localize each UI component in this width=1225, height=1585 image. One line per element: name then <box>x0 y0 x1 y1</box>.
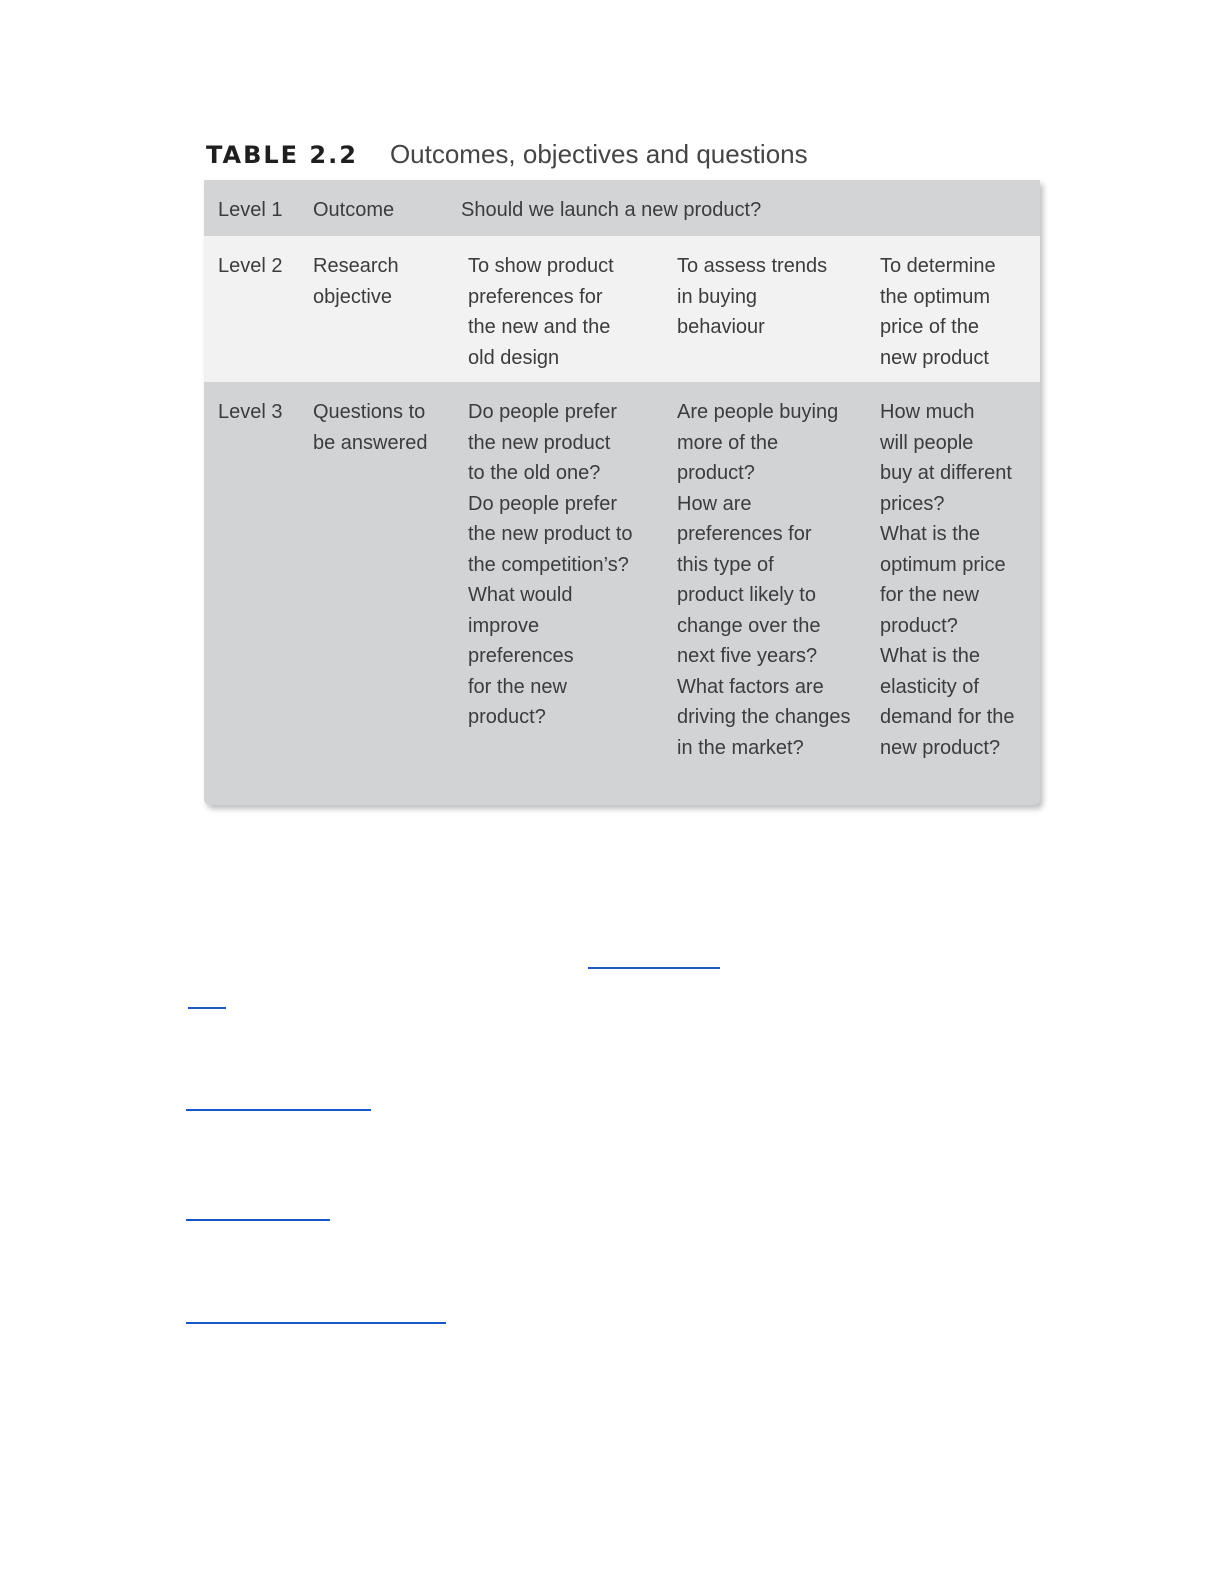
questions-cell-trends: Are people buying more of the product? How are preferences for this type of product likely to change over the next five years? What factors are driving the changes in the market? <box>677 401 851 759</box>
table-number: TABLE 2.2 <box>206 141 358 169</box>
table-body <box>204 180 1040 805</box>
table-caption <box>206 139 808 170</box>
row-category-label: Outcome <box>313 199 395 221</box>
table-title: Outcomes, objectives and questions <box>389 139 808 169</box>
table-figure <box>190 125 1065 830</box>
link-underline-3[interactable] <box>186 1109 371 1111</box>
table-row-level-1 <box>204 180 1040 236</box>
row-level-label: Level 3 <box>218 401 283 423</box>
objective-cell-trends: To assess trends in buying behaviour <box>677 255 828 338</box>
table-row-level-3 <box>204 382 1040 805</box>
link-underline-2[interactable] <box>188 1007 226 1009</box>
outcome-cell: Should we launch a new product? <box>461 199 762 221</box>
row-level-label: Level 1 <box>218 199 283 221</box>
row-level-label: Level 2 <box>218 255 283 277</box>
table-row-level-2 <box>204 236 1040 382</box>
link-underline-5[interactable] <box>186 1322 446 1324</box>
questions-cell-preferences: Do people prefer the new product to the old one? Do people prefer the new product to the competition’s? What would improve preferences for the new product? <box>468 401 633 728</box>
link-underline-4[interactable] <box>186 1219 330 1221</box>
questions-cell-price: How much will people buy at different prices? What is the optimum price for the new product? What is the elasticity of demand for the new product? <box>880 401 1015 759</box>
link-underline-1[interactable] <box>588 967 720 969</box>
objective-cell-preferences: To show product preferences for the new and the old design <box>468 255 614 369</box>
row-category-label: Research objective <box>313 255 399 308</box>
objective-cell-price: To determine the optimum price of the new product <box>880 255 996 369</box>
row-category-label: Questions to be answered <box>313 401 428 454</box>
